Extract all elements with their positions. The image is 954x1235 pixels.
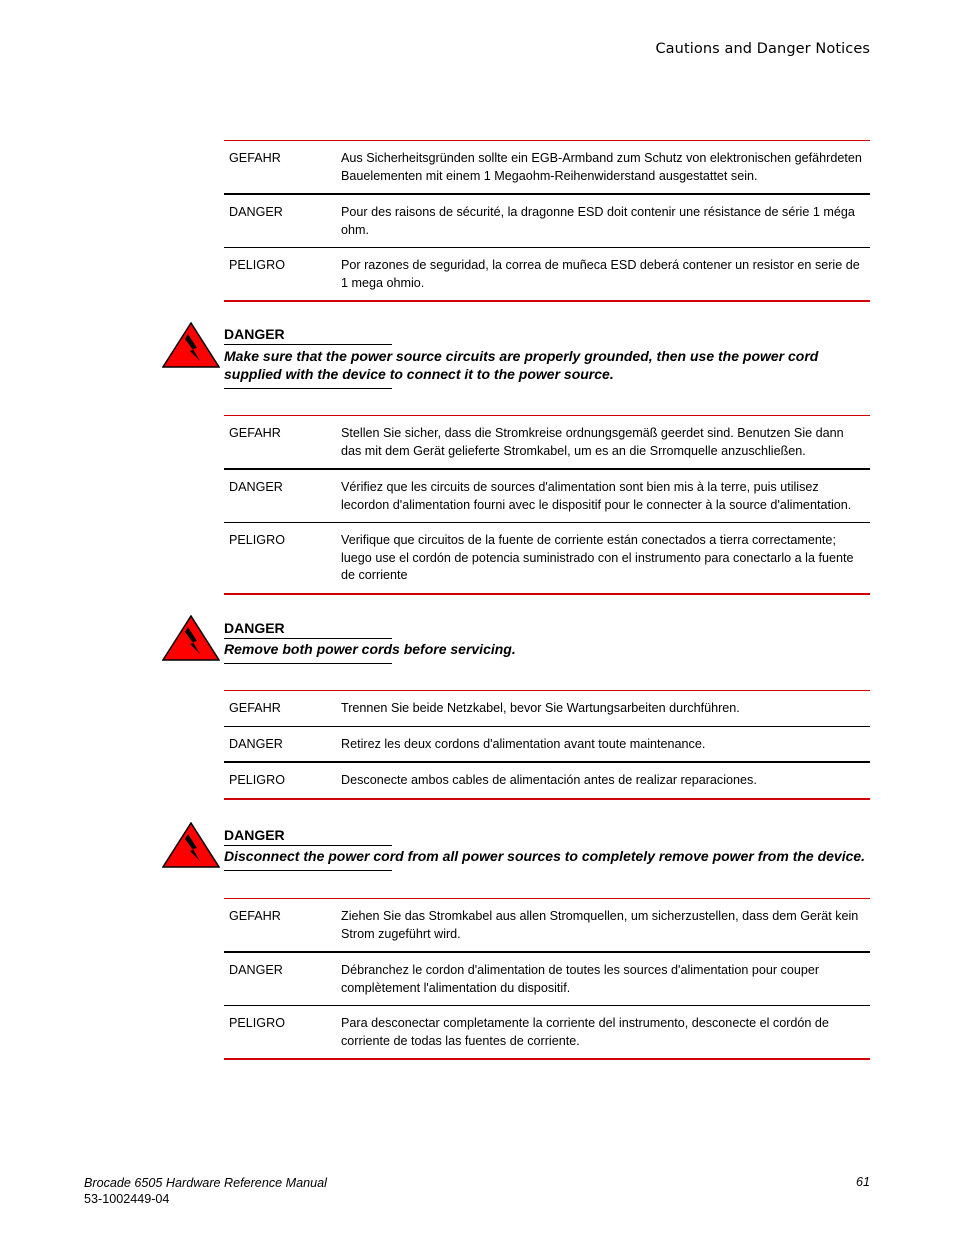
translation-text: Débranchez le cordon d'alimentation de toutes les sources d'alimentation pour couper complètement l'alimentation du dispositif.	[341, 963, 820, 995]
table-row	[224, 952, 870, 1005]
translation-text: Aus Sicherheitsgründen sollte ein EGB-Armband zum Schutz von elektronischen gefährdeten Bauelementen mit einem 1 Megaohm-Reihenwiderstand ausgestattet sein.	[341, 151, 862, 183]
table-row	[224, 469, 870, 522]
translation-text: Retirez les deux cordons d'alimentation avant toute maintenance.	[341, 736, 706, 751]
divider	[224, 388, 392, 389]
language-label: DANGER	[229, 205, 283, 219]
danger-label: DANGER	[224, 325, 392, 345]
danger-label: DANGER	[224, 826, 392, 846]
table-row	[224, 899, 870, 952]
translation-table-4	[224, 898, 870, 1060]
language-label: PELIGRO	[229, 1016, 285, 1030]
translation-text: Trennen Sie beide Netzkabel, bevor Sie Wartungsarbeiten durchführen.	[341, 701, 740, 715]
translation-text: Pour des raisons de sécurité, la dragonne ESD doit contenir une résistance de série 1 méga ohm.	[341, 205, 855, 237]
manual-title: Brocade 6505 Hardware Reference Manual	[84, 1176, 327, 1190]
danger-text: Remove both power cords before servicing.	[224, 641, 516, 657]
translation-text: Por razones de seguridad, la correa de muñeca ESD deberá contener un resistor en serie de 1 mega ohmio.	[341, 258, 860, 290]
danger-notice-2	[162, 615, 882, 670]
electrical-hazard-icon	[162, 822, 220, 868]
language-label: GEFAHR	[229, 701, 281, 715]
footer-left	[84, 1175, 327, 1207]
language-label: GEFAHR	[229, 909, 281, 923]
translation-text: Para desconectar completamente la corriente del instrumento, desconecte el cordón de corriente de todas las fuentes de corriente.	[341, 1016, 829, 1048]
doc-number: 53-1002449-04	[84, 1192, 170, 1206]
danger-notice-3	[162, 822, 882, 877]
table-row	[224, 194, 870, 247]
divider	[224, 870, 392, 871]
table-row	[224, 247, 870, 300]
electrical-hazard-icon	[162, 615, 220, 661]
translation-text: Vérifiez que les circuits de sources d'alimentation sont bien mis à la terre, puis utilisez lecordon d'alimentation fourni avec le dispositif pour le connecter à la source d'alimentation.	[341, 480, 852, 512]
danger-text: Disconnect the power cord from all power sources to completely remove power from the device.	[224, 848, 866, 864]
translation-text: Ziehen Sie das Stromkabel aus allen Stromquellen, um sicherzustellen, dass dem Gerät kein Strom zugeführt wird.	[341, 909, 859, 941]
translation-table-1	[224, 140, 870, 302]
language-label: PELIGRO	[229, 533, 285, 547]
electrical-hazard-icon	[162, 322, 220, 368]
translation-text: Desconecte ambos cables de alimentación antes de realizar reparaciones.	[341, 773, 757, 787]
language-label: DANGER	[229, 480, 283, 494]
language-label: PELIGRO	[229, 773, 285, 787]
table-row	[224, 726, 870, 763]
translation-text: Verifique que circuitos de la fuente de corriente están conectados a tierra correctamente; luego use el cordón de potencia suministrado con el instrumento para conectarlo a la fuente de corriente	[341, 533, 854, 582]
section-title: Cautions and Danger Notices	[655, 41, 870, 57]
translation-table-3	[224, 690, 870, 800]
language-label: GEFAHR	[229, 426, 281, 440]
table-row	[224, 1005, 870, 1058]
language-label: DANGER	[229, 736, 283, 751]
language-label: DANGER	[229, 963, 283, 977]
danger-label: DANGER	[224, 619, 392, 639]
language-label: GEFAHR	[229, 151, 281, 165]
language-label: PELIGRO	[229, 258, 285, 272]
table-row	[224, 762, 870, 798]
table-row	[224, 416, 870, 469]
table-row	[224, 522, 870, 593]
translation-table-2	[224, 415, 870, 595]
danger-text: Make sure that the power source circuits are properly grounded, then use the power cord supplied with the device to connect it to the power source.	[224, 348, 819, 382]
translation-text: Stellen Sie sicher, dass die Stromkreise ordnungsgemäß geerdet sind. Benutzen Sie dann das mit dem Gerät gelieferte Stromkabel, um es an die Srromquelle anzuschließen.	[341, 426, 844, 458]
table-row	[224, 141, 870, 194]
divider	[224, 663, 392, 664]
danger-notice-1	[162, 322, 882, 392]
page-number: 61	[855, 1175, 870, 1189]
table-row	[224, 691, 870, 726]
